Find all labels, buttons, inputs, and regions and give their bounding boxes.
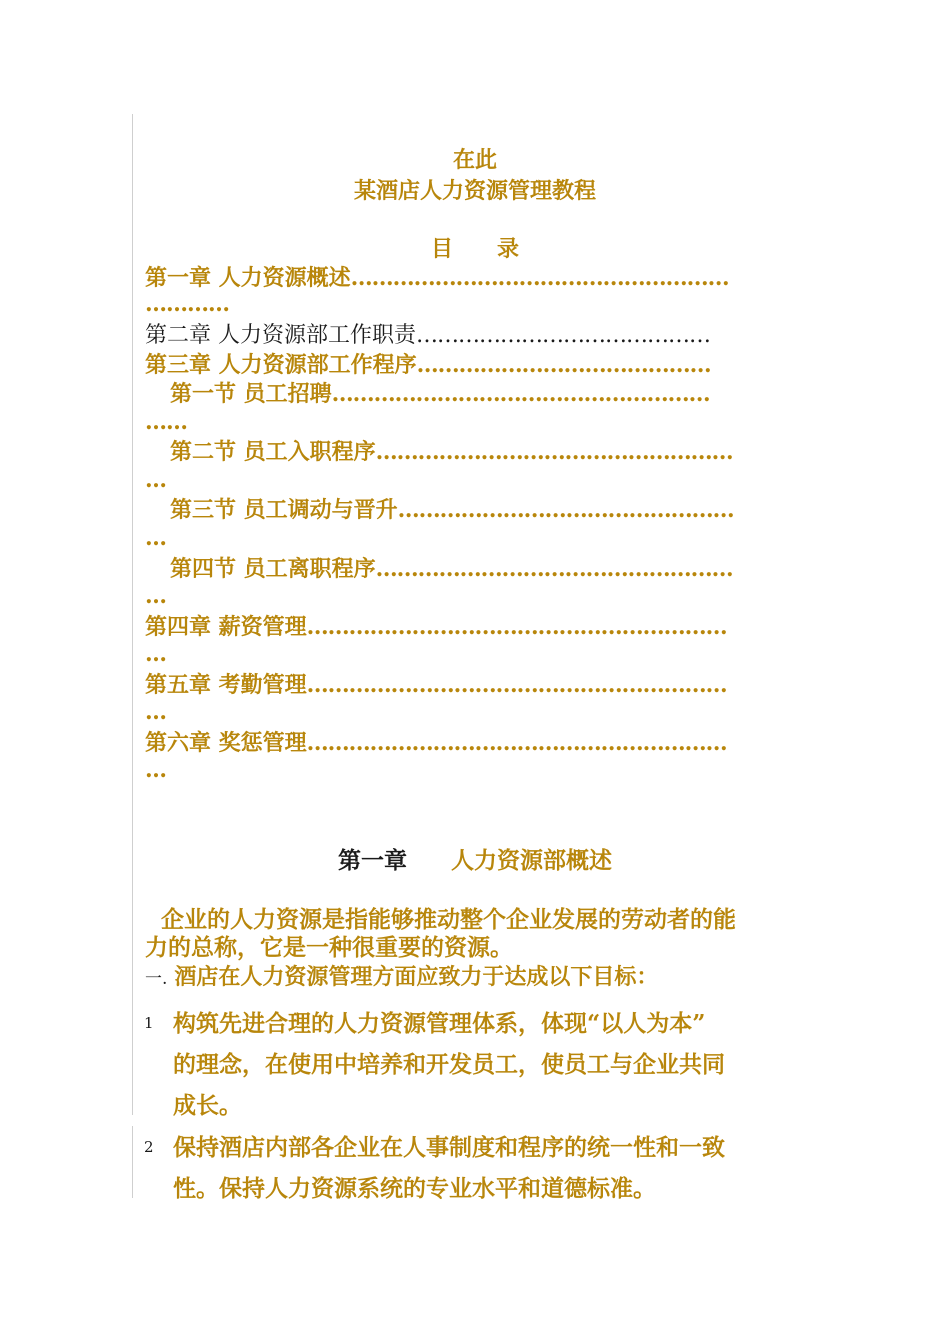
list-number: 1 xyxy=(144,1014,154,1032)
toc-leader: …………………………………………………… xyxy=(306,614,727,640)
toc-leader-wrap: …… xyxy=(145,409,187,435)
chapter-title: 人力资源部概述 xyxy=(451,847,612,874)
toc-entry[interactable] xyxy=(145,613,727,641)
toc-entry[interactable] xyxy=(145,264,729,292)
toc-entry-label: 第六章 奖惩管理 xyxy=(145,730,307,756)
document-title: 某酒店人力资源管理教程 xyxy=(353,178,596,204)
goal-text-line: 保持酒店内部各企业在人事制度和程序的统一性和一致 xyxy=(173,1134,725,1161)
toc-entry[interactable] xyxy=(170,380,710,408)
chapter-number: 第一章 xyxy=(338,847,407,874)
header-line-1: 在此 xyxy=(452,147,497,173)
section-title: 酒店在人力资源管理方面应致力于达成以下目标： xyxy=(174,964,659,990)
toc-entry[interactable] xyxy=(145,351,711,379)
toc-entry-label: 第四节 员工离职程序 xyxy=(170,556,376,582)
goal-text-line: 构筑先进合理的人力资源管理体系，体现“以人为本” xyxy=(173,1010,706,1037)
intro-paragraph-line: 企业的人力资源是指能够推动整个企业发展的劳动者的能 xyxy=(145,906,737,933)
chapter-heading xyxy=(0,846,950,876)
toc-entry-label: 第二章 人力资源部工作职责 xyxy=(145,323,416,348)
toc-entry[interactable] xyxy=(170,555,733,583)
toc-entry-label: 第一节 员工招聘 xyxy=(170,381,332,407)
toc-leader: ………………………………………… xyxy=(397,497,734,523)
toc-leader: …………………………………………………… xyxy=(306,672,727,698)
goal-text-line: 成长。 xyxy=(173,1092,242,1119)
margin-guide xyxy=(132,1126,133,1198)
toc-leader-wrap: … xyxy=(145,699,166,725)
toc-leader: …………………………………………… xyxy=(375,439,733,465)
toc-entry[interactable] xyxy=(170,438,733,466)
toc-leader: …………………………………… xyxy=(416,323,710,348)
toc-entry[interactable] xyxy=(145,322,710,350)
toc-leader: …………………………………………… xyxy=(375,556,733,582)
toc-entry-label: 第四章 薪资管理 xyxy=(145,614,307,640)
toc-entry-label: 第二节 员工入职程序 xyxy=(170,439,376,465)
list-number: 2 xyxy=(144,1138,154,1156)
goal-text-line: 的理念，在使用中培养和开发员工，使员工与企业共同 xyxy=(173,1051,725,1078)
toc-entry-label: 第三章 人力资源部工作程序 xyxy=(145,352,417,378)
intro-paragraph-line: 力的总称，它是一种很重要的资源。 xyxy=(145,934,513,961)
toc-leader: …………………………………………………… xyxy=(306,730,727,756)
toc-leader-wrap: … xyxy=(145,467,166,493)
toc-entry[interactable] xyxy=(170,496,734,524)
toc-entry-label: 第三节 员工调动与晋升 xyxy=(170,497,398,523)
toc-leader-wrap: … xyxy=(145,641,166,667)
toc-leader-wrap: ………… xyxy=(145,291,229,317)
toc-leader: ……………………………………………… xyxy=(331,381,710,407)
toc-leader: …………………………………… xyxy=(416,352,711,378)
section-heading xyxy=(145,963,658,993)
toc-leader-wrap: … xyxy=(145,757,166,783)
toc-leader: ……………………………………………… xyxy=(350,265,729,291)
toc-leader-wrap: … xyxy=(145,525,166,551)
toc-heading: 目 录 xyxy=(430,236,519,262)
section-marker: 一. xyxy=(145,969,168,989)
toc-entry[interactable] xyxy=(145,729,727,757)
goal-text-line: 性。保持人力资源系统的专业水平和道德标准。 xyxy=(173,1175,656,1202)
toc-leader-wrap: … xyxy=(145,583,166,609)
toc-entry-label: 第一章 人力资源概述 xyxy=(145,265,351,291)
toc-entry-label: 第五章 考勤管理 xyxy=(145,672,307,698)
margin-guide xyxy=(132,1000,133,1115)
toc-entry[interactable] xyxy=(145,671,727,699)
